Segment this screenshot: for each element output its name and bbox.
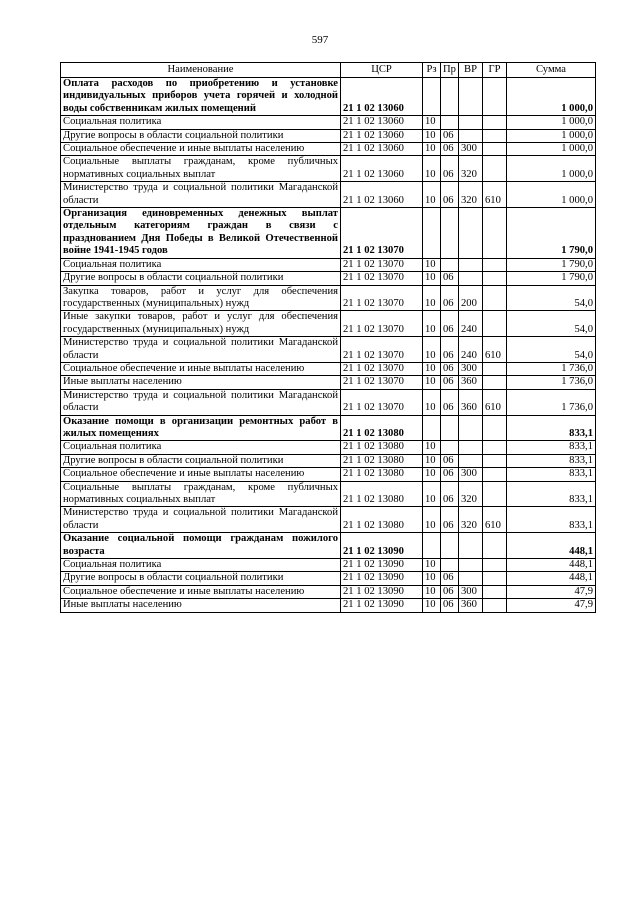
cell-sum: 1 790,0: [507, 272, 596, 285]
table-row: [61, 454, 596, 467]
cell-gr: 610: [483, 337, 507, 363]
cell-vr: 240: [459, 311, 483, 337]
cell-rz: 10: [423, 156, 441, 182]
cell-rz: 10: [423, 441, 441, 454]
cell-rz: 10: [423, 143, 441, 156]
cell-gr: [483, 78, 507, 116]
cell-sum: 54,0: [507, 285, 596, 311]
cell-pr: [441, 258, 459, 271]
cell-pr: [441, 415, 459, 441]
cell-vr: [459, 116, 483, 129]
cell-rz: 10: [423, 258, 441, 271]
cell-csr: 21 1 02 13070: [341, 208, 423, 259]
table-body: [61, 78, 596, 613]
cell-vr: 320: [459, 156, 483, 182]
cell-rz: 10: [423, 585, 441, 598]
table-row: [61, 116, 596, 129]
cell-gr: 610: [483, 182, 507, 208]
cell-sum: 1 000,0: [507, 129, 596, 142]
cell-rz: 10: [423, 454, 441, 467]
table-row: [61, 468, 596, 481]
cell-rz: 10: [423, 559, 441, 572]
cell-rz: 10: [423, 507, 441, 533]
cell-name: Другие вопросы в области социальной политики: [61, 454, 341, 467]
cell-name: Социальное обеспечение и иные выплаты населению: [61, 143, 341, 156]
cell-csr: 21 1 02 13080: [341, 415, 423, 441]
cell-gr: [483, 362, 507, 375]
cell-csr: 21 1 02 13080: [341, 481, 423, 507]
cell-rz: [423, 533, 441, 559]
table-row: [61, 182, 596, 208]
cell-csr: 21 1 02 13060: [341, 156, 423, 182]
cell-sum: 1 790,0: [507, 208, 596, 259]
cell-sum: 54,0: [507, 311, 596, 337]
cell-vr: [459, 272, 483, 285]
cell-name: Социальная политика: [61, 116, 341, 129]
cell-csr: 21 1 02 13080: [341, 468, 423, 481]
cell-pr: 06: [441, 389, 459, 415]
cell-name: Социальная политика: [61, 559, 341, 572]
cell-vr: 240: [459, 337, 483, 363]
cell-csr: 21 1 02 13060: [341, 129, 423, 142]
header-sum: Сумма: [507, 63, 596, 78]
cell-gr: [483, 585, 507, 598]
cell-pr: 06: [441, 311, 459, 337]
cell-rz: 10: [423, 129, 441, 142]
cell-sum: 47,9: [507, 585, 596, 598]
cell-csr: 21 1 02 13080: [341, 454, 423, 467]
cell-sum: 1 790,0: [507, 258, 596, 271]
table-row-section: [61, 78, 596, 116]
cell-pr: [441, 208, 459, 259]
cell-vr: [459, 454, 483, 467]
cell-rz: 10: [423, 572, 441, 585]
table-row: [61, 599, 596, 612]
cell-sum: 448,1: [507, 533, 596, 559]
cell-name: Министерство труда и социальной политики Магаданской области: [61, 182, 341, 208]
cell-name: Иные выплаты населению: [61, 376, 341, 389]
cell-sum: 448,1: [507, 572, 596, 585]
cell-csr: 21 1 02 13070: [341, 376, 423, 389]
cell-csr: 21 1 02 13080: [341, 441, 423, 454]
cell-rz: 10: [423, 116, 441, 129]
cell-pr: 06: [441, 376, 459, 389]
cell-pr: [441, 441, 459, 454]
cell-gr: [483, 572, 507, 585]
cell-gr: [483, 143, 507, 156]
cell-vr: [459, 441, 483, 454]
cell-gr: [483, 272, 507, 285]
header-csr: ЦСР: [341, 63, 423, 78]
cell-name: Другие вопросы в области социальной политики: [61, 572, 341, 585]
cell-name: Иные выплаты населению: [61, 599, 341, 612]
table-row: [61, 337, 596, 363]
cell-vr: 300: [459, 468, 483, 481]
table-row-section: [61, 415, 596, 441]
cell-sum: 1 000,0: [507, 182, 596, 208]
cell-pr: 06: [441, 585, 459, 598]
cell-vr: [459, 78, 483, 116]
cell-sum: 1 000,0: [507, 156, 596, 182]
cell-pr: [441, 533, 459, 559]
table-row: [61, 362, 596, 375]
cell-rz: 10: [423, 481, 441, 507]
cell-vr: 200: [459, 285, 483, 311]
cell-pr: [441, 116, 459, 129]
cell-sum: 1 000,0: [507, 78, 596, 116]
cell-pr: 06: [441, 272, 459, 285]
cell-rz: 10: [423, 362, 441, 375]
cell-vr: 300: [459, 585, 483, 598]
cell-gr: [483, 258, 507, 271]
table-row: [61, 258, 596, 271]
cell-sum: 833,1: [507, 481, 596, 507]
table-row: [61, 272, 596, 285]
header-name: Наименование: [61, 63, 341, 78]
cell-vr: 320: [459, 481, 483, 507]
cell-pr: [441, 559, 459, 572]
cell-name: Министерство труда и социальной политики Магаданской области: [61, 337, 341, 363]
cell-sum: 1 736,0: [507, 376, 596, 389]
cell-sum: 1 736,0: [507, 362, 596, 375]
cell-gr: [483, 454, 507, 467]
cell-csr: 21 1 02 13070: [341, 362, 423, 375]
cell-gr: [483, 559, 507, 572]
cell-name: Социальное обеспечение и иные выплаты населению: [61, 362, 341, 375]
cell-vr: 320: [459, 507, 483, 533]
cell-gr: 610: [483, 507, 507, 533]
cell-vr: [459, 208, 483, 259]
cell-vr: [459, 533, 483, 559]
table-row-section: [61, 208, 596, 259]
cell-name: Социальные выплаты гражданам, кроме публичных нормативных социальных выплат: [61, 481, 341, 507]
table-row: [61, 441, 596, 454]
cell-gr: [483, 481, 507, 507]
header-gr: ГР: [483, 63, 507, 78]
table-row: [61, 156, 596, 182]
table-row: [61, 389, 596, 415]
cell-sum: 833,1: [507, 415, 596, 441]
cell-vr: [459, 129, 483, 142]
cell-sum: 47,9: [507, 599, 596, 612]
cell-sum: 833,1: [507, 507, 596, 533]
cell-vr: 360: [459, 599, 483, 612]
cell-rz: [423, 208, 441, 259]
cell-gr: [483, 415, 507, 441]
cell-vr: [459, 415, 483, 441]
cell-rz: 10: [423, 599, 441, 612]
cell-name: Социальное обеспечение и иные выплаты населению: [61, 585, 341, 598]
cell-name: Организация единовременных денежных выплат отдельным категориям граждан в связи с празднованием Дня Победы в Великой Отечественной войне 1941-1945 годов: [61, 208, 341, 259]
cell-name: Социальная политика: [61, 258, 341, 271]
cell-name: Закупка товаров, работ и услуг для обеспечения государственных (муниципальных) нужд: [61, 285, 341, 311]
cell-gr: [483, 376, 507, 389]
cell-rz: 10: [423, 182, 441, 208]
cell-csr: 21 1 02 13090: [341, 533, 423, 559]
cell-vr: [459, 258, 483, 271]
cell-csr: 21 1 02 13060: [341, 116, 423, 129]
cell-pr: 06: [441, 362, 459, 375]
cell-gr: [483, 285, 507, 311]
table-row: [61, 376, 596, 389]
cell-sum: 1 000,0: [507, 143, 596, 156]
cell-gr: [483, 311, 507, 337]
cell-sum: 1 000,0: [507, 116, 596, 129]
cell-pr: 06: [441, 481, 459, 507]
cell-gr: [483, 129, 507, 142]
cell-name: Социальные выплаты гражданам, кроме публичных нормативных социальных выплат: [61, 156, 341, 182]
cell-pr: [441, 78, 459, 116]
cell-csr: 21 1 02 13070: [341, 272, 423, 285]
table-row: [61, 311, 596, 337]
cell-sum: 54,0: [507, 337, 596, 363]
table-row: [61, 585, 596, 598]
table-row: [61, 572, 596, 585]
cell-gr: [483, 533, 507, 559]
cell-csr: 21 1 02 13090: [341, 585, 423, 598]
cell-pr: 06: [441, 454, 459, 467]
cell-rz: 10: [423, 285, 441, 311]
cell-gr: 610: [483, 389, 507, 415]
cell-name: Оказание помощи в организации ремонтных работ в жилых помещениях: [61, 415, 341, 441]
cell-name: Другие вопросы в области социальной политики: [61, 272, 341, 285]
cell-csr: 21 1 02 13060: [341, 78, 423, 116]
cell-gr: [483, 116, 507, 129]
cell-csr: 21 1 02 13080: [341, 507, 423, 533]
table-row: [61, 285, 596, 311]
cell-pr: 06: [441, 182, 459, 208]
cell-pr: 06: [441, 129, 459, 142]
cell-pr: 06: [441, 572, 459, 585]
cell-pr: 06: [441, 156, 459, 182]
cell-csr: 21 1 02 13090: [341, 559, 423, 572]
cell-name: Министерство труда и социальной политики Магаданской области: [61, 507, 341, 533]
cell-vr: 360: [459, 389, 483, 415]
budget-table: [60, 62, 596, 613]
cell-vr: [459, 572, 483, 585]
cell-gr: [483, 208, 507, 259]
header-pr: Пр: [441, 63, 459, 78]
cell-vr: [459, 559, 483, 572]
cell-vr: 360: [459, 376, 483, 389]
cell-vr: 300: [459, 143, 483, 156]
cell-vr: 300: [459, 362, 483, 375]
cell-rz: 10: [423, 389, 441, 415]
table-row: [61, 507, 596, 533]
cell-pr: 06: [441, 468, 459, 481]
cell-sum: 833,1: [507, 468, 596, 481]
cell-rz: 10: [423, 376, 441, 389]
cell-pr: 06: [441, 599, 459, 612]
cell-csr: 21 1 02 13060: [341, 143, 423, 156]
table-row: [61, 481, 596, 507]
table-header-row: [61, 63, 596, 78]
page-number: 597: [311, 34, 329, 46]
cell-name: Оплата расходов по приобретению и установке индивидуальных приборов учета горячей и холодной воды собственникам жилых помещений: [61, 78, 341, 116]
cell-name: Другие вопросы в области социальной политики: [61, 129, 341, 142]
cell-sum: 1 736,0: [507, 389, 596, 415]
cell-gr: [483, 441, 507, 454]
cell-rz: 10: [423, 311, 441, 337]
cell-name: Министерство труда и социальной политики Магаданской области: [61, 389, 341, 415]
table-row: [61, 129, 596, 142]
cell-name: Оказание социальной помощи гражданам пожилого возраста: [61, 533, 341, 559]
cell-sum: 448,1: [507, 559, 596, 572]
header-rz: Рз: [423, 63, 441, 78]
cell-csr: 21 1 02 13070: [341, 258, 423, 271]
cell-csr: 21 1 02 13070: [341, 337, 423, 363]
cell-csr: 21 1 02 13090: [341, 599, 423, 612]
cell-vr: 320: [459, 182, 483, 208]
table-row-section: [61, 533, 596, 559]
table-row: [61, 143, 596, 156]
cell-name: Социальная политика: [61, 441, 341, 454]
cell-csr: 21 1 02 13070: [341, 311, 423, 337]
header-vr: ВР: [459, 63, 483, 78]
cell-pr: 06: [441, 285, 459, 311]
cell-rz: [423, 415, 441, 441]
cell-rz: 10: [423, 272, 441, 285]
cell-csr: 21 1 02 13090: [341, 572, 423, 585]
cell-csr: 21 1 02 13070: [341, 389, 423, 415]
cell-sum: 833,1: [507, 454, 596, 467]
cell-gr: [483, 468, 507, 481]
cell-rz: 10: [423, 337, 441, 363]
cell-name: Социальное обеспечение и иные выплаты населению: [61, 468, 341, 481]
cell-pr: 06: [441, 337, 459, 363]
table-row: [61, 559, 596, 572]
cell-csr: 21 1 02 13060: [341, 182, 423, 208]
cell-name: Иные закупки товаров, работ и услуг для обеспечения государственных (муниципальных) нужд: [61, 311, 341, 337]
cell-rz: 10: [423, 468, 441, 481]
cell-pr: 06: [441, 143, 459, 156]
cell-pr: 06: [441, 507, 459, 533]
cell-rz: [423, 78, 441, 116]
cell-gr: [483, 156, 507, 182]
cell-gr: [483, 599, 507, 612]
cell-csr: 21 1 02 13070: [341, 285, 423, 311]
cell-sum: 833,1: [507, 441, 596, 454]
